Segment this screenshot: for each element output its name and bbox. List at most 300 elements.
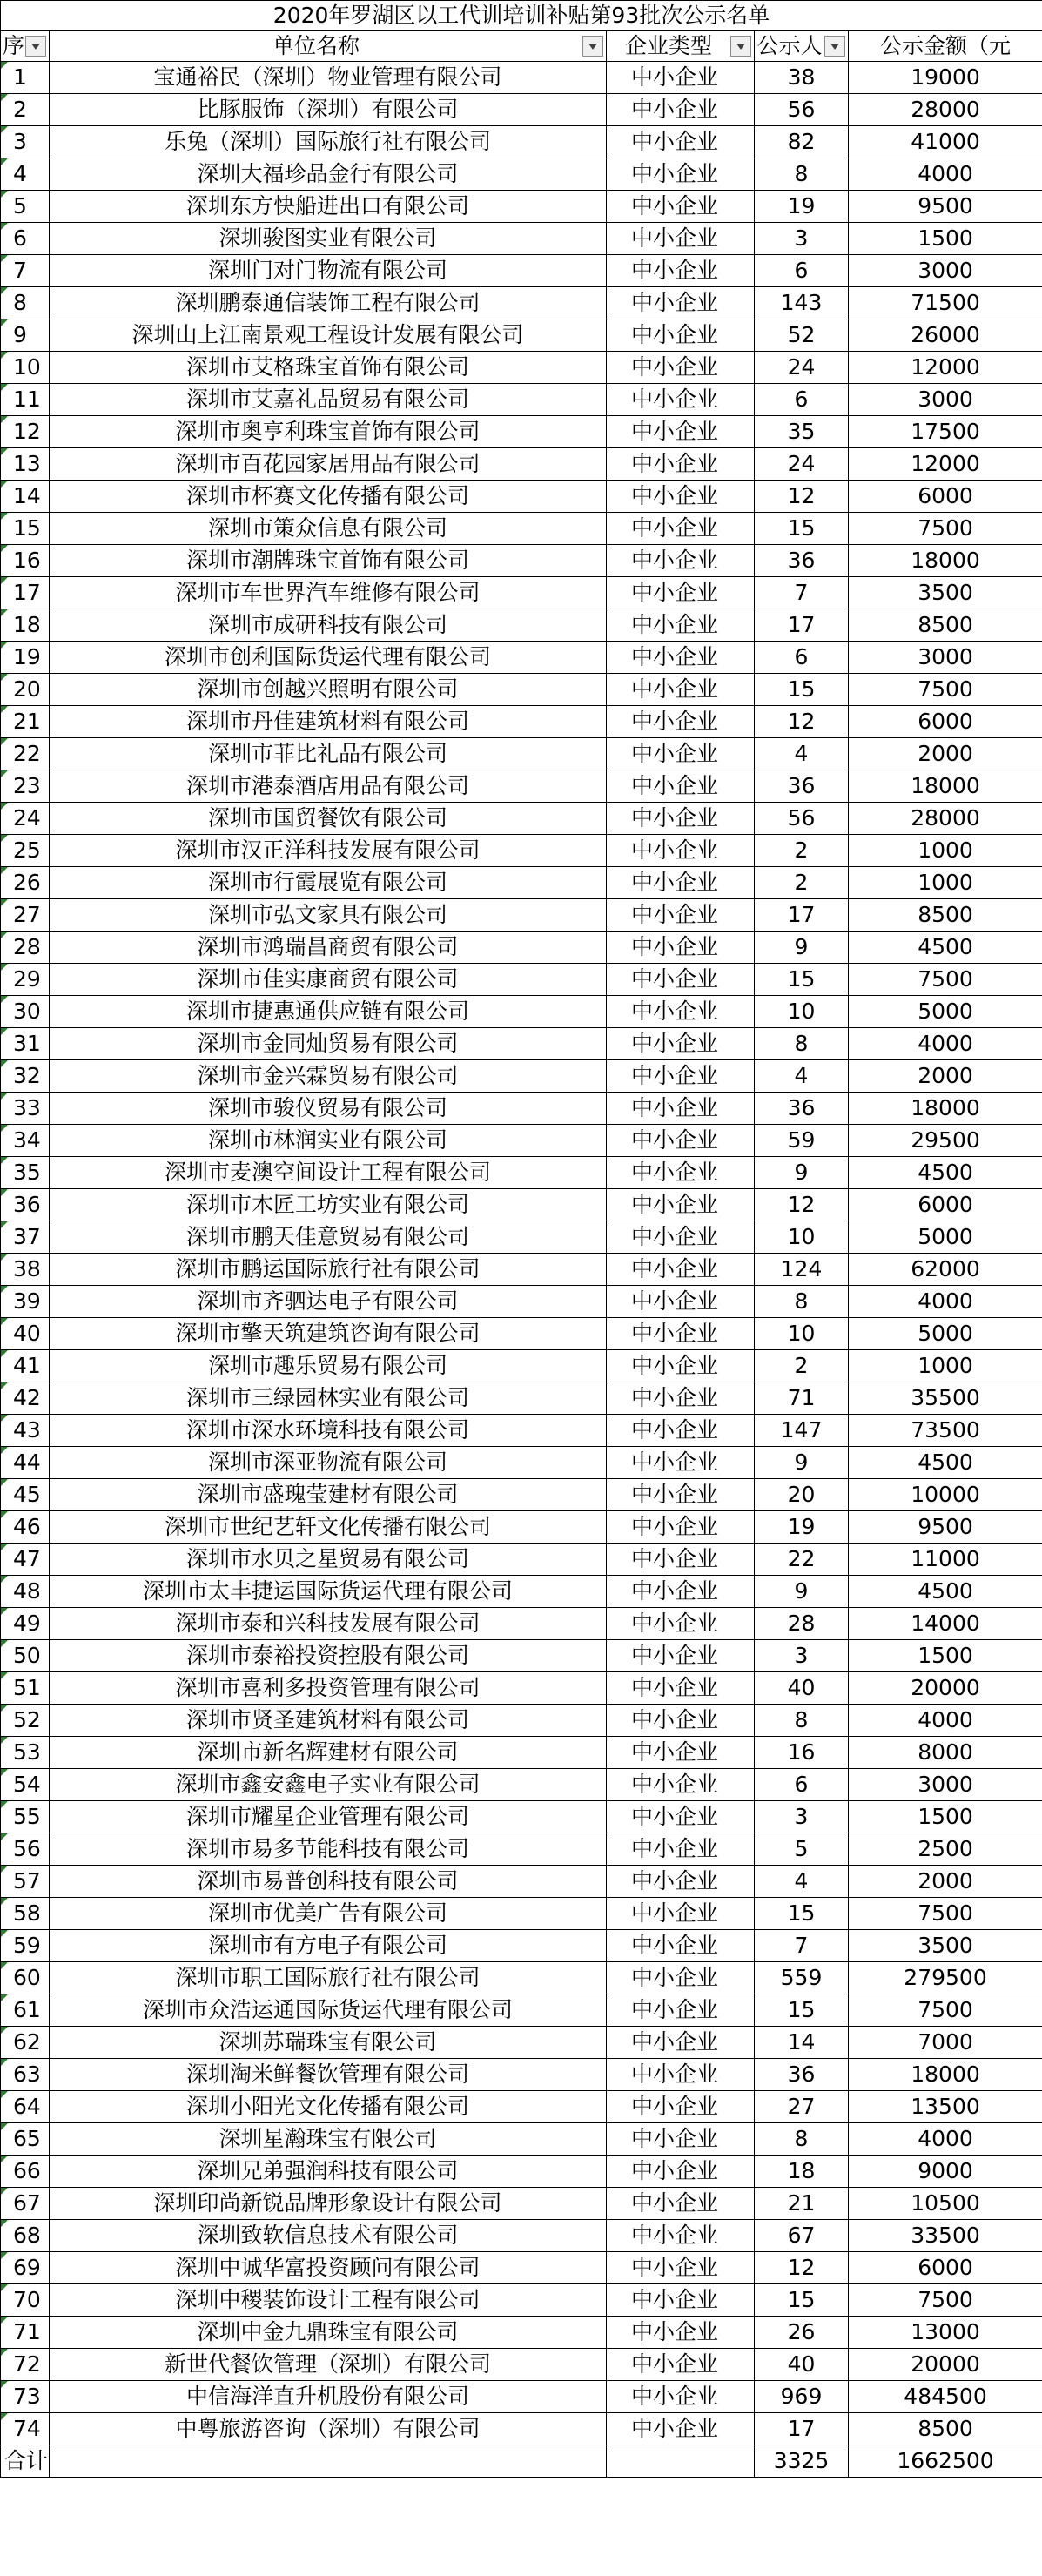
enterprise-type-cell[interactable]: 中小企业 [607, 1801, 755, 1833]
company-name-cell[interactable]: 深圳市喜利多投资管理有限公司 [50, 1672, 607, 1705]
seq-cell[interactable]: 25 [1, 835, 50, 867]
people-count-cell[interactable]: 7 [755, 1930, 849, 1962]
seq-cell[interactable]: 56 [1, 1833, 50, 1866]
company-name-cell[interactable]: 深圳市潮牌珠宝首饰有限公司 [50, 545, 607, 577]
amount-cell[interactable]: 484500 [849, 2381, 1042, 2413]
seq-cell[interactable]: 21 [1, 706, 50, 738]
seq-cell[interactable]: 4 [1, 158, 50, 191]
seq-cell[interactable]: 62 [1, 2027, 50, 2059]
seq-cell[interactable]: 44 [1, 1447, 50, 1479]
dropdown-filter-icon[interactable] [730, 36, 751, 57]
company-name-cell[interactable]: 深圳市骏仪贸易有限公司 [50, 1093, 607, 1125]
seq-cell[interactable]: 48 [1, 1576, 50, 1608]
amount-cell[interactable]: 3000 [849, 384, 1042, 416]
company-name-cell[interactable]: 深圳市职工国际旅行社有限公司 [50, 1962, 607, 1994]
amount-cell[interactable]: 35500 [849, 1382, 1042, 1415]
people-count-cell[interactable]: 15 [755, 1994, 849, 2027]
company-name-cell[interactable]: 深圳市鑫安鑫电子实业有限公司 [50, 1769, 607, 1801]
seq-cell[interactable]: 45 [1, 1479, 50, 1511]
company-name-cell[interactable]: 深圳市丹佳建筑材料有限公司 [50, 706, 607, 738]
seq-cell[interactable]: 60 [1, 1962, 50, 1994]
amount-cell[interactable]: 18000 [849, 2059, 1042, 2091]
total-count-cell[interactable]: 3325 [755, 2445, 849, 2478]
people-count-cell[interactable]: 9 [755, 1576, 849, 1608]
people-count-cell[interactable]: 10 [755, 996, 849, 1028]
seq-cell[interactable]: 64 [1, 2091, 50, 2123]
people-count-cell[interactable]: 3 [755, 1801, 849, 1833]
dropdown-filter-icon[interactable] [582, 36, 603, 57]
enterprise-type-cell[interactable]: 中小企业 [607, 803, 755, 835]
amount-cell[interactable]: 3000 [849, 642, 1042, 674]
seq-cell[interactable]: 54 [1, 1769, 50, 1801]
people-count-cell[interactable]: 15 [755, 1898, 849, 1930]
company-name-cell[interactable]: 深圳市港泰酒店用品有限公司 [50, 770, 607, 803]
people-count-cell[interactable]: 2 [755, 867, 849, 899]
enterprise-type-cell[interactable]: 中小企业 [607, 287, 755, 319]
amount-cell[interactable]: 279500 [849, 1962, 1042, 1994]
people-count-cell[interactable]: 40 [755, 2349, 849, 2381]
amount-cell[interactable]: 3500 [849, 577, 1042, 609]
people-count-cell[interactable]: 67 [755, 2220, 849, 2252]
enterprise-type-cell[interactable]: 中小企业 [607, 126, 755, 158]
company-name-cell[interactable]: 深圳市深亚物流有限公司 [50, 1447, 607, 1479]
people-count-cell[interactable]: 10 [755, 1221, 849, 1254]
amount-cell[interactable]: 13500 [849, 2091, 1042, 2123]
enterprise-type-cell[interactable]: 中小企业 [607, 2091, 755, 2123]
people-count-cell[interactable]: 10 [755, 1318, 849, 1350]
company-name-cell[interactable]: 深圳市有方电子有限公司 [50, 1930, 607, 1962]
company-name-cell[interactable]: 深圳市创利国际货运代理有限公司 [50, 642, 607, 674]
people-count-cell[interactable]: 15 [755, 674, 849, 706]
amount-cell[interactable]: 14000 [849, 1608, 1042, 1640]
enterprise-type-cell[interactable]: 中小企业 [607, 1157, 755, 1189]
people-count-cell[interactable]: 12 [755, 706, 849, 738]
people-count-cell[interactable]: 22 [755, 1544, 849, 1576]
people-count-cell[interactable]: 8 [755, 2123, 849, 2156]
company-name-cell[interactable]: 比豚服饰（深圳）有限公司 [50, 94, 607, 126]
company-name-cell[interactable]: 深圳山上江南景观工程设计发展有限公司 [50, 319, 607, 352]
amount-cell[interactable]: 1000 [849, 835, 1042, 867]
seq-cell[interactable]: 43 [1, 1415, 50, 1447]
amount-cell[interactable]: 4000 [849, 2123, 1042, 2156]
enterprise-type-cell[interactable]: 中小企业 [607, 996, 755, 1028]
amount-cell[interactable]: 3500 [849, 1930, 1042, 1962]
amount-cell[interactable]: 9500 [849, 191, 1042, 223]
enterprise-type-cell[interactable]: 中小企业 [607, 416, 755, 448]
seq-cell[interactable]: 59 [1, 1930, 50, 1962]
enterprise-type-cell[interactable]: 中小企业 [607, 1898, 755, 1930]
enterprise-type-cell[interactable]: 中小企业 [607, 1447, 755, 1479]
people-count-cell[interactable]: 7 [755, 577, 849, 609]
amount-cell[interactable]: 18000 [849, 545, 1042, 577]
seq-cell[interactable]: 32 [1, 1060, 50, 1093]
people-count-cell[interactable]: 9 [755, 1157, 849, 1189]
enterprise-type-cell[interactable]: 中小企业 [607, 2059, 755, 2091]
enterprise-type-cell[interactable]: 中小企业 [607, 1544, 755, 1576]
people-count-cell[interactable]: 15 [755, 2284, 849, 2317]
enterprise-type-cell[interactable]: 中小企业 [607, 545, 755, 577]
enterprise-type-cell[interactable]: 中小企业 [607, 867, 755, 899]
enterprise-type-cell[interactable]: 中小企业 [607, 2027, 755, 2059]
amount-cell[interactable]: 7500 [849, 2284, 1042, 2317]
enterprise-type-cell[interactable]: 中小企业 [607, 1705, 755, 1737]
seq-cell[interactable]: 27 [1, 899, 50, 932]
seq-cell[interactable]: 51 [1, 1672, 50, 1705]
people-count-cell[interactable]: 35 [755, 416, 849, 448]
company-name-cell[interactable]: 深圳市三绿园林实业有限公司 [50, 1382, 607, 1415]
people-count-cell[interactable]: 17 [755, 899, 849, 932]
amount-cell[interactable]: 73500 [849, 1415, 1042, 1447]
enterprise-type-cell[interactable]: 中小企业 [607, 1833, 755, 1866]
enterprise-type-cell[interactable]: 中小企业 [607, 1254, 755, 1286]
seq-cell[interactable]: 37 [1, 1221, 50, 1254]
enterprise-type-cell[interactable]: 中小企业 [607, 1125, 755, 1157]
amount-cell[interactable]: 11000 [849, 1544, 1042, 1576]
amount-cell[interactable]: 5000 [849, 1221, 1042, 1254]
amount-cell[interactable]: 9500 [849, 1511, 1042, 1544]
people-count-cell[interactable]: 56 [755, 94, 849, 126]
people-count-cell[interactable]: 16 [755, 1737, 849, 1769]
enterprise-type-cell[interactable]: 中小企业 [607, 2156, 755, 2188]
enterprise-type-cell[interactable]: 中小企业 [607, 384, 755, 416]
enterprise-type-cell[interactable]: 中小企业 [607, 94, 755, 126]
seq-cell[interactable]: 63 [1, 2059, 50, 2091]
seq-cell[interactable]: 69 [1, 2252, 50, 2284]
seq-cell[interactable]: 41 [1, 1350, 50, 1382]
amount-cell[interactable]: 5000 [849, 996, 1042, 1028]
people-count-cell[interactable]: 147 [755, 1415, 849, 1447]
people-count-cell[interactable]: 27 [755, 2091, 849, 2123]
seq-cell[interactable]: 38 [1, 1254, 50, 1286]
enterprise-type-cell[interactable]: 中小企业 [607, 1286, 755, 1318]
amount-cell[interactable]: 29500 [849, 1125, 1042, 1157]
company-name-cell[interactable]: 深圳市艾格珠宝首饰有限公司 [50, 352, 607, 384]
enterprise-type-cell[interactable]: 中小企业 [607, 1672, 755, 1705]
seq-cell[interactable]: 70 [1, 2284, 50, 2317]
people-count-cell[interactable]: 3 [755, 1640, 849, 1672]
amount-cell[interactable]: 26000 [849, 319, 1042, 352]
people-count-cell[interactable]: 19 [755, 1511, 849, 1544]
enterprise-type-cell[interactable]: 中小企业 [607, 2381, 755, 2413]
seq-cell[interactable]: 65 [1, 2123, 50, 2156]
enterprise-type-cell[interactable]: 中小企业 [607, 1479, 755, 1511]
amount-cell[interactable]: 8500 [849, 2413, 1042, 2445]
seq-cell[interactable]: 30 [1, 996, 50, 1028]
amount-cell[interactable]: 8500 [849, 899, 1042, 932]
company-name-cell[interactable]: 深圳市创越兴照明有限公司 [50, 674, 607, 706]
company-name-cell[interactable]: 深圳市菲比礼品有限公司 [50, 738, 607, 770]
seq-cell[interactable]: 57 [1, 1866, 50, 1898]
seq-cell[interactable]: 33 [1, 1093, 50, 1125]
total-empty-cell[interactable] [50, 2445, 607, 2478]
seq-cell[interactable]: 50 [1, 1640, 50, 1672]
company-name-cell[interactable]: 深圳市优美广告有限公司 [50, 1898, 607, 1930]
company-name-cell[interactable]: 深圳市擎天筑建筑咨询有限公司 [50, 1318, 607, 1350]
amount-cell[interactable]: 9000 [849, 2156, 1042, 2188]
seq-cell[interactable]: 53 [1, 1737, 50, 1769]
amount-cell[interactable]: 71500 [849, 287, 1042, 319]
company-name-cell[interactable]: 乐兔（深圳）国际旅行社有限公司 [50, 126, 607, 158]
enterprise-type-cell[interactable]: 中小企业 [607, 1640, 755, 1672]
enterprise-type-cell[interactable]: 中小企业 [607, 964, 755, 996]
seq-cell[interactable]: 2 [1, 94, 50, 126]
enterprise-type-cell[interactable]: 中小企业 [607, 1382, 755, 1415]
people-count-cell[interactable]: 18 [755, 2156, 849, 2188]
people-count-cell[interactable]: 21 [755, 2188, 849, 2220]
company-name-cell[interactable]: 深圳印尚新锐品牌形象设计有限公司 [50, 2188, 607, 2220]
people-count-cell[interactable]: 6 [755, 255, 849, 287]
company-name-cell[interactable]: 深圳东方快船进出口有限公司 [50, 191, 607, 223]
company-name-cell[interactable]: 深圳苏瑞珠宝有限公司 [50, 2027, 607, 2059]
enterprise-type-cell[interactable]: 中小企业 [607, 577, 755, 609]
people-count-cell[interactable]: 2 [755, 1350, 849, 1382]
amount-cell[interactable]: 28000 [849, 803, 1042, 835]
enterprise-type-cell[interactable]: 中小企业 [607, 2123, 755, 2156]
amount-cell[interactable]: 2000 [849, 1866, 1042, 1898]
people-count-cell[interactable]: 36 [755, 1093, 849, 1125]
amount-cell[interactable]: 4500 [849, 932, 1042, 964]
amount-cell[interactable]: 33500 [849, 2220, 1042, 2252]
company-name-cell[interactable]: 深圳门对门物流有限公司 [50, 255, 607, 287]
company-name-cell[interactable]: 深圳市佳实康商贸有限公司 [50, 964, 607, 996]
enterprise-type-cell[interactable]: 中小企业 [607, 1576, 755, 1608]
amount-cell[interactable]: 13000 [849, 2317, 1042, 2349]
people-count-cell[interactable]: 28 [755, 1608, 849, 1640]
amount-cell[interactable]: 6000 [849, 706, 1042, 738]
people-count-cell[interactable]: 40 [755, 1672, 849, 1705]
seq-cell[interactable]: 5 [1, 191, 50, 223]
enterprise-type-cell[interactable]: 中小企业 [607, 1511, 755, 1544]
company-name-cell[interactable]: 深圳市弘文家具有限公司 [50, 899, 607, 932]
company-name-cell[interactable]: 深圳市木匠工坊实业有限公司 [50, 1189, 607, 1221]
people-count-cell[interactable]: 82 [755, 126, 849, 158]
seq-cell[interactable]: 49 [1, 1608, 50, 1640]
enterprise-type-cell[interactable]: 中小企业 [607, 319, 755, 352]
enterprise-type-cell[interactable]: 中小企业 [607, 1350, 755, 1382]
people-count-cell[interactable]: 36 [755, 2059, 849, 2091]
company-name-cell[interactable]: 深圳市国贸餐饮有限公司 [50, 803, 607, 835]
company-name-cell[interactable]: 深圳市金同灿贸易有限公司 [50, 1028, 607, 1060]
seq-cell[interactable]: 36 [1, 1189, 50, 1221]
people-count-cell[interactable]: 24 [755, 352, 849, 384]
amount-cell[interactable]: 6000 [849, 1189, 1042, 1221]
seq-cell[interactable]: 68 [1, 2220, 50, 2252]
amount-cell[interactable]: 7000 [849, 2027, 1042, 2059]
amount-cell[interactable]: 3000 [849, 255, 1042, 287]
enterprise-type-cell[interactable]: 中小企业 [607, 2349, 755, 2381]
company-name-cell[interactable]: 深圳兄弟强润科技有限公司 [50, 2156, 607, 2188]
people-count-cell[interactable]: 6 [755, 642, 849, 674]
people-count-cell[interactable]: 4 [755, 738, 849, 770]
people-count-cell[interactable]: 36 [755, 545, 849, 577]
amount-cell[interactable]: 10000 [849, 1479, 1042, 1511]
header-name-cell[interactable] [50, 31, 607, 62]
amount-cell[interactable]: 2500 [849, 1833, 1042, 1866]
enterprise-type-cell[interactable]: 中小企业 [607, 609, 755, 642]
people-count-cell[interactable]: 71 [755, 1382, 849, 1415]
company-name-cell[interactable]: 深圳骏图实业有限公司 [50, 223, 607, 255]
amount-cell[interactable]: 10500 [849, 2188, 1042, 2220]
enterprise-type-cell[interactable]: 中小企业 [607, 706, 755, 738]
enterprise-type-cell[interactable]: 中小企业 [607, 2220, 755, 2252]
people-count-cell[interactable]: 969 [755, 2381, 849, 2413]
company-name-cell[interactable]: 深圳市耀星企业管理有限公司 [50, 1801, 607, 1833]
seq-cell[interactable]: 24 [1, 803, 50, 835]
enterprise-type-cell[interactable]: 中小企业 [607, 2317, 755, 2349]
seq-cell[interactable]: 8 [1, 287, 50, 319]
people-count-cell[interactable]: 8 [755, 158, 849, 191]
enterprise-type-cell[interactable]: 中小企业 [607, 1866, 755, 1898]
company-name-cell[interactable]: 深圳市林润实业有限公司 [50, 1125, 607, 1157]
seq-cell[interactable]: 39 [1, 1286, 50, 1318]
seq-cell[interactable]: 72 [1, 2349, 50, 2381]
people-count-cell[interactable]: 15 [755, 964, 849, 996]
people-count-cell[interactable]: 12 [755, 481, 849, 513]
seq-cell[interactable]: 67 [1, 2188, 50, 2220]
people-count-cell[interactable]: 56 [755, 803, 849, 835]
people-count-cell[interactable]: 20 [755, 1479, 849, 1511]
seq-cell[interactable]: 31 [1, 1028, 50, 1060]
enterprise-type-cell[interactable]: 中小企业 [607, 1415, 755, 1447]
seq-cell[interactable]: 55 [1, 1801, 50, 1833]
enterprise-type-cell[interactable]: 中小企业 [607, 62, 755, 94]
enterprise-type-cell[interactable]: 中小企业 [607, 2252, 755, 2284]
enterprise-type-cell[interactable]: 中小企业 [607, 1769, 755, 1801]
amount-cell[interactable]: 18000 [849, 1093, 1042, 1125]
header-type-cell[interactable] [607, 31, 755, 62]
amount-cell[interactable]: 4000 [849, 1286, 1042, 1318]
amount-cell[interactable]: 5000 [849, 1318, 1042, 1350]
amount-cell[interactable]: 20000 [849, 1672, 1042, 1705]
dropdown-filter-icon[interactable] [25, 36, 46, 57]
enterprise-type-cell[interactable]: 中小企业 [607, 1930, 755, 1962]
company-name-cell[interactable]: 深圳鹏泰通信装饰工程有限公司 [50, 287, 607, 319]
people-count-cell[interactable]: 8 [755, 1028, 849, 1060]
enterprise-type-cell[interactable]: 中小企业 [607, 1994, 755, 2027]
people-count-cell[interactable]: 15 [755, 513, 849, 545]
people-count-cell[interactable]: 17 [755, 2413, 849, 2445]
amount-cell[interactable]: 2000 [849, 738, 1042, 770]
enterprise-type-cell[interactable]: 中小企业 [607, 448, 755, 481]
amount-cell[interactable]: 1000 [849, 1350, 1042, 1382]
amount-cell[interactable]: 4500 [849, 1447, 1042, 1479]
people-count-cell[interactable]: 12 [755, 1189, 849, 1221]
enterprise-type-cell[interactable]: 中小企业 [607, 1962, 755, 1994]
company-name-cell[interactable]: 深圳市策众信息有限公司 [50, 513, 607, 545]
company-name-cell[interactable]: 深圳市太丰捷运国际货运代理有限公司 [50, 1576, 607, 1608]
people-count-cell[interactable]: 26 [755, 2317, 849, 2349]
company-name-cell[interactable]: 深圳市趣乐贸易有限公司 [50, 1350, 607, 1382]
amount-cell[interactable]: 17500 [849, 416, 1042, 448]
company-name-cell[interactable]: 深圳市易普创科技有限公司 [50, 1866, 607, 1898]
seq-cell[interactable]: 29 [1, 964, 50, 996]
seq-cell[interactable]: 71 [1, 2317, 50, 2349]
people-count-cell[interactable]: 52 [755, 319, 849, 352]
sheet-title[interactable]: 2020年罗湖区以工代训培训补贴第93批次公示名单 [1, 1, 1042, 31]
amount-cell[interactable]: 18000 [849, 770, 1042, 803]
people-count-cell[interactable]: 19 [755, 191, 849, 223]
seq-cell[interactable]: 35 [1, 1157, 50, 1189]
header-count-cell[interactable] [755, 31, 849, 62]
people-count-cell[interactable]: 12 [755, 2252, 849, 2284]
enterprise-type-cell[interactable]: 中小企业 [607, 1189, 755, 1221]
enterprise-type-cell[interactable]: 中小企业 [607, 481, 755, 513]
seq-cell[interactable]: 10 [1, 352, 50, 384]
seq-cell[interactable]: 40 [1, 1318, 50, 1350]
company-name-cell[interactable]: 深圳市深水环境科技有限公司 [50, 1415, 607, 1447]
amount-cell[interactable]: 62000 [849, 1254, 1042, 1286]
seq-cell[interactable]: 28 [1, 932, 50, 964]
amount-cell[interactable]: 7500 [849, 1994, 1042, 2027]
header-seq-cell[interactable] [1, 31, 50, 62]
amount-cell[interactable]: 1500 [849, 223, 1042, 255]
seq-cell[interactable]: 52 [1, 1705, 50, 1737]
company-name-cell[interactable]: 深圳市鸿瑞昌商贸有限公司 [50, 932, 607, 964]
amount-cell[interactable]: 20000 [849, 2349, 1042, 2381]
seq-cell[interactable]: 3 [1, 126, 50, 158]
amount-cell[interactable]: 2000 [849, 1060, 1042, 1093]
seq-cell[interactable]: 6 [1, 223, 50, 255]
company-name-cell[interactable]: 深圳市汉正洋科技发展有限公司 [50, 835, 607, 867]
seq-cell[interactable]: 61 [1, 1994, 50, 2027]
amount-cell[interactable]: 7500 [849, 513, 1042, 545]
people-count-cell[interactable]: 6 [755, 384, 849, 416]
enterprise-type-cell[interactable]: 中小企业 [607, 932, 755, 964]
people-count-cell[interactable]: 143 [755, 287, 849, 319]
company-name-cell[interactable]: 深圳市艾嘉礼品贸易有限公司 [50, 384, 607, 416]
seq-cell[interactable]: 17 [1, 577, 50, 609]
amount-cell[interactable]: 4500 [849, 1157, 1042, 1189]
seq-cell[interactable]: 47 [1, 1544, 50, 1576]
seq-cell[interactable]: 58 [1, 1898, 50, 1930]
seq-cell[interactable]: 20 [1, 674, 50, 706]
company-name-cell[interactable]: 深圳市车世界汽车维修有限公司 [50, 577, 607, 609]
seq-cell[interactable]: 22 [1, 738, 50, 770]
seq-cell[interactable]: 16 [1, 545, 50, 577]
total-label-cell[interactable]: 合计 [1, 2445, 50, 2478]
seq-cell[interactable]: 11 [1, 384, 50, 416]
people-count-cell[interactable]: 2 [755, 835, 849, 867]
seq-cell[interactable]: 23 [1, 770, 50, 803]
enterprise-type-cell[interactable]: 中小企业 [607, 1221, 755, 1254]
enterprise-type-cell[interactable]: 中小企业 [607, 1060, 755, 1093]
amount-cell[interactable]: 12000 [849, 448, 1042, 481]
enterprise-type-cell[interactable]: 中小企业 [607, 899, 755, 932]
enterprise-type-cell[interactable]: 中小企业 [607, 642, 755, 674]
company-name-cell[interactable]: 深圳市杯赛文化传播有限公司 [50, 481, 607, 513]
amount-cell[interactable]: 3000 [849, 1769, 1042, 1801]
company-name-cell[interactable]: 深圳市捷惠通供应链有限公司 [50, 996, 607, 1028]
people-count-cell[interactable]: 8 [755, 1286, 849, 1318]
company-name-cell[interactable]: 深圳星瀚珠宝有限公司 [50, 2123, 607, 2156]
amount-cell[interactable]: 28000 [849, 94, 1042, 126]
amount-cell[interactable]: 7500 [849, 964, 1042, 996]
enterprise-type-cell[interactable]: 中小企业 [607, 1737, 755, 1769]
company-name-cell[interactable]: 宝通裕民（深圳）物业管理有限公司 [50, 62, 607, 94]
amount-cell[interactable]: 7500 [849, 1898, 1042, 1930]
amount-cell[interactable]: 41000 [849, 126, 1042, 158]
company-name-cell[interactable]: 深圳市贤圣建筑材料有限公司 [50, 1705, 607, 1737]
amount-cell[interactable]: 4000 [849, 158, 1042, 191]
company-name-cell[interactable]: 深圳市众浩运通国际货运代理有限公司 [50, 1994, 607, 2027]
people-count-cell[interactable]: 14 [755, 2027, 849, 2059]
seq-cell[interactable]: 13 [1, 448, 50, 481]
seq-cell[interactable]: 66 [1, 2156, 50, 2188]
amount-cell[interactable]: 6000 [849, 481, 1042, 513]
company-name-cell[interactable]: 深圳淘米鲜餐饮管理有限公司 [50, 2059, 607, 2091]
amount-cell[interactable]: 6000 [849, 2252, 1042, 2284]
company-name-cell[interactable]: 深圳市世纪艺轩文化传播有限公司 [50, 1511, 607, 1544]
